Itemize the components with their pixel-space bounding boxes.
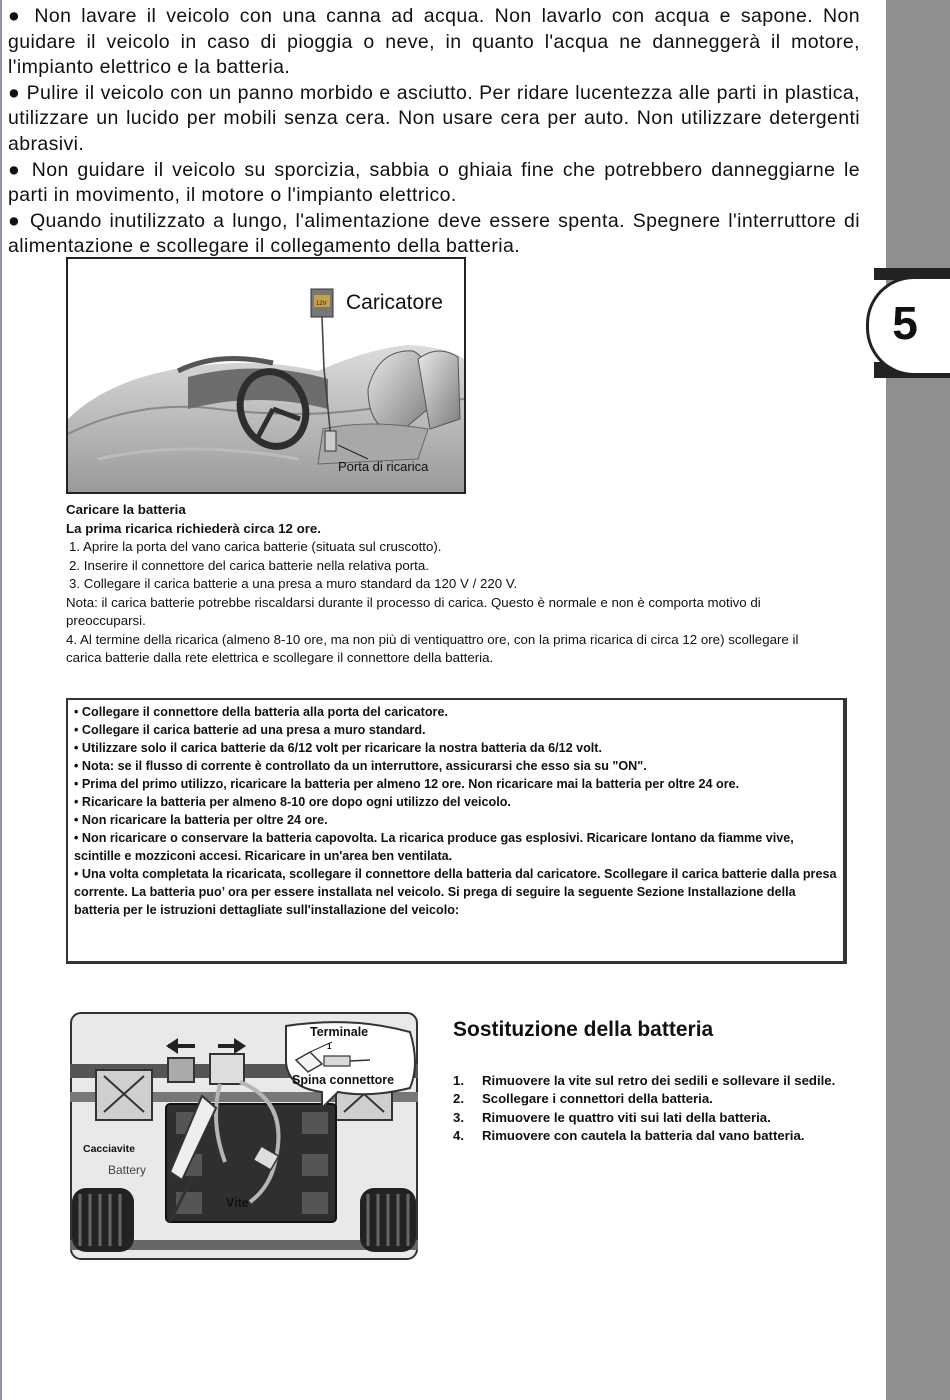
charging-port-label: Porta di ricarica [338,459,429,474]
step-text: Rimuovere con cautela la batteria dal vano batteria. [482,1128,805,1144]
warning-item: • Una volta completata la ricaricata, scollegare il connettore della batteria dal caricatore. Scollegare il carica batterie dalla presa corrente. La batteria puo’ ora per essere installata nel veicolo. Si prega di seguire la seguente Sezione Installazione della batteria per le istruzioni dettagliate sull'installazione del veicolo: [74,867,837,917]
screw-label: Vite [226,1196,249,1210]
charging-step: 1. Aprire la porta del vano carica batterie (situata sul cruscotto). [69,539,442,554]
charging-note: Nota: il carica batterie potrebbe riscaldarsi durante il processo di carica. Questo è normale e non è comporta motivo di preoccuparsi. [66,594,761,628]
maintenance-bullet: ● Pulire il veicolo con un panno morbido e asciutto. Per ridare lucentezza alle parti in plastica, utilizzare un lucido per mobili senza cera. Non usare cera per auto. Non utilizzare detergenti abrasivi. [8,81,860,155]
page-number: 5 [892,297,918,349]
charging-step: 4. Al termine della ricarica (almeno 8-10 ore, ma non più di ventiquattro ore, con la prima ricarica di circa 12 ore) scollegare il carica batterie dalla rete elettrica e scollegare il connettore della batteria. [66,631,799,665]
step-text: Rimuovere le quattro viti sui lati della batteria. [482,1109,771,1125]
replacement-step [453,1090,853,1108]
warning-item: • Collegare il connettore della batteria alla porta del caricatore. [74,705,448,719]
replacement-step [453,1072,853,1090]
battery-label: Battery [108,1163,147,1177]
page-left-border [0,0,2,1400]
charging-step: 3. Collegare il carica batterie a una presa a muro standard da 120 V / 220 V. [69,576,518,591]
charging-warnings-box [66,698,847,964]
maintenance-bullet: ● Non lavare il veicolo con una canna ad acqua. Non lavarlo con acqua e sapone. Non guidare il veicolo in caso di pioggia o neve, in quanto l'acqua ne danneggerà il motore, l'impianto elettrico e la batteria. [8,5,860,79]
step-text: Scollegare i connettori della batteria. [482,1091,713,1107]
step-number: 1. [453,1073,464,1088]
warning-item: • Utilizzare solo il carica batterie da 6/12 volt per ricaricare la nostra batteria da 6/12 volt. [74,741,602,755]
maintenance-bullets [8,4,860,260]
side-strip-gap [874,0,886,1400]
step-number: 2. [453,1091,464,1107]
warning-item: • Nota: se il flusso di corrente è controllato da un interruttore, assicurarsi che esso sia su "ON". [74,759,647,773]
charger-illustration [66,257,466,494]
battery-replacement [453,1018,853,1146]
warning-item: • Collegare il carica batterie ad una presa a muro standard. [74,723,426,737]
replacement-steps [453,1072,853,1146]
connector-plug-label: Spina connettore [292,1073,395,1087]
warning-item: • Prima del primo utilizzo, ricaricare la batteria per almeno 12 ore. Non ricaricare mai la batteria per oltre 24 ore. [74,777,740,791]
maintenance-bullet: ● Non guidare il veicolo su sporcizia, sabbia o ghiaia fine che potrebbero danneggiarne le parti in movimento, il motore o l'impianto elettrico. [8,158,860,207]
charging-instructions [66,501,826,668]
step-text: Rimuovere la vite sul retro dei sedili e sollevare il sedile. [482,1073,836,1088]
terminal-label: Terminale [310,1025,369,1039]
charger-label: Caricatore [346,291,443,314]
replacement-step [453,1127,853,1145]
charger-tag: 12V [316,301,327,307]
charging-heading: Caricare la batteria [66,502,186,517]
terminal-number: 1 [327,1042,332,1051]
battery-compartment-drawing [70,1012,418,1260]
step-number: 3. [453,1109,464,1125]
warning-item: • Ricaricare la batteria per almeno 8-10 ore dopo ogni utilizzo del veicolo. [74,795,511,809]
screwdriver-label: Cacciavite [83,1143,135,1155]
replacement-title: Sostituzione della batteria [453,1018,714,1041]
charging-step: 2. Inserire il connettore del carica batterie nella relativa porta. [69,557,429,573]
warning-item: • Non ricaricare o conservare la batteria capovolta. La ricarica produce gas esplosivi. Ricaricare lontano da fiamme vive, scintille e mozziconi accesi. Ricaricare in un'area ben ventilata. [74,831,794,863]
warning-item: • Non ricaricare la batteria per oltre 24 ore. [74,813,328,827]
maintenance-bullet: ● Quando inutilizzato a lungo, l'alimentazione deve essere spenta. Spegnere l'interruttore di alimentazione e scollegare il collegamento della batteria. [8,209,860,258]
charging-subheading: La prima ricarica richiederà circa 12 ore. [66,520,322,536]
battery-compartment-illustration [70,1012,418,1260]
page-side-strip [886,0,950,1400]
replacement-step [453,1109,853,1127]
step-number: 4. [453,1128,464,1144]
